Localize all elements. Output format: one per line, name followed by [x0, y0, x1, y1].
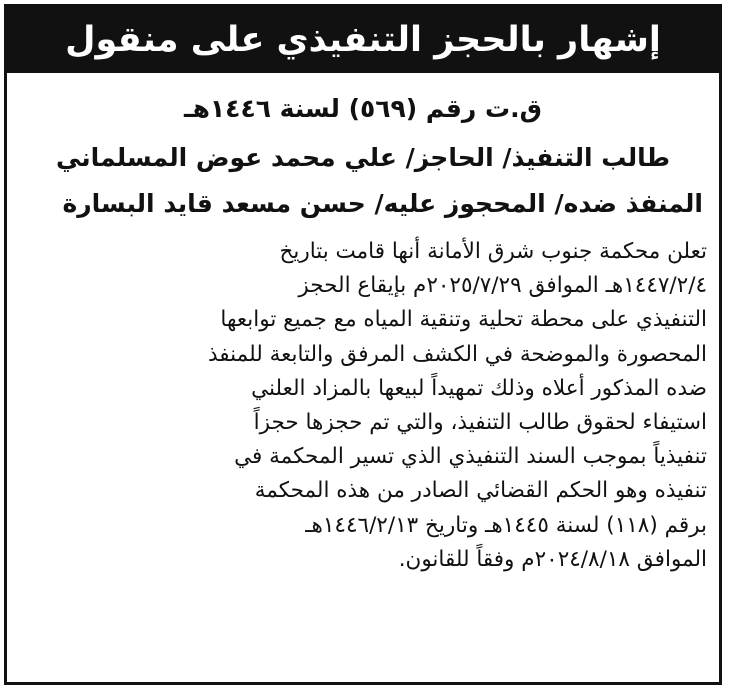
notice-frame	[4, 4, 722, 685]
notice-body	[19, 235, 707, 577]
body-line: استيفاء لحقوق طالب التنفيذ، والتي تم حجزها حجزاً	[253, 410, 707, 436]
notice-title: إشهار بالحجز التنفيذي على منقول	[65, 20, 661, 60]
body-line: ١٤٤٧/٢/٤هـ الموافق ٢٠٢٥/٧/٢٩م بإيقاع الحجز	[298, 273, 707, 299]
body-line: تعلن محكمة جنوب شرق الأمانة أنها قامت بتاريخ	[279, 239, 707, 264]
body-line: الموافق ٢٠٢٤/٨/١٨م وفقاً للقانون.	[398, 546, 707, 572]
body-line: التنفيذي على محطة تحلية وتنقية المياه مع جميع توابعها	[220, 307, 707, 333]
body-line: تنفيذياً بموجب السند التنفيذي الذي تسير المحكمة في	[234, 444, 707, 470]
body-line: برقم (١١٨) لسنة ١٤٤٥هـ وتاريخ ١٤٤٦/٢/١٣هـ	[305, 512, 707, 538]
body-line: ضده المذكور أعلاه وذلك تمهيداً لبيعها بالمزاد العلني	[251, 375, 707, 401]
applicant-line: طالب التنفيذ/ الحاجز/ علي محمد عوض المسلماني	[55, 143, 671, 172]
defendant-line: المنفذ ضده/ المحجوز عليه/ حسن مسعد قايد البسارة	[62, 189, 703, 218]
notice-content	[19, 85, 707, 577]
case-number: ق.ت رقم (٥٦٩) لسنة ١٤٤٦هـ	[184, 94, 542, 123]
body-line: المحصورة والموضحة في الكشف المرفق والتابعة للمنفذ	[208, 341, 707, 367]
notice-header	[7, 7, 719, 73]
body-line: تنفيذه وهو الحكم القضائي الصادر من هذه المحكمة	[254, 478, 707, 504]
